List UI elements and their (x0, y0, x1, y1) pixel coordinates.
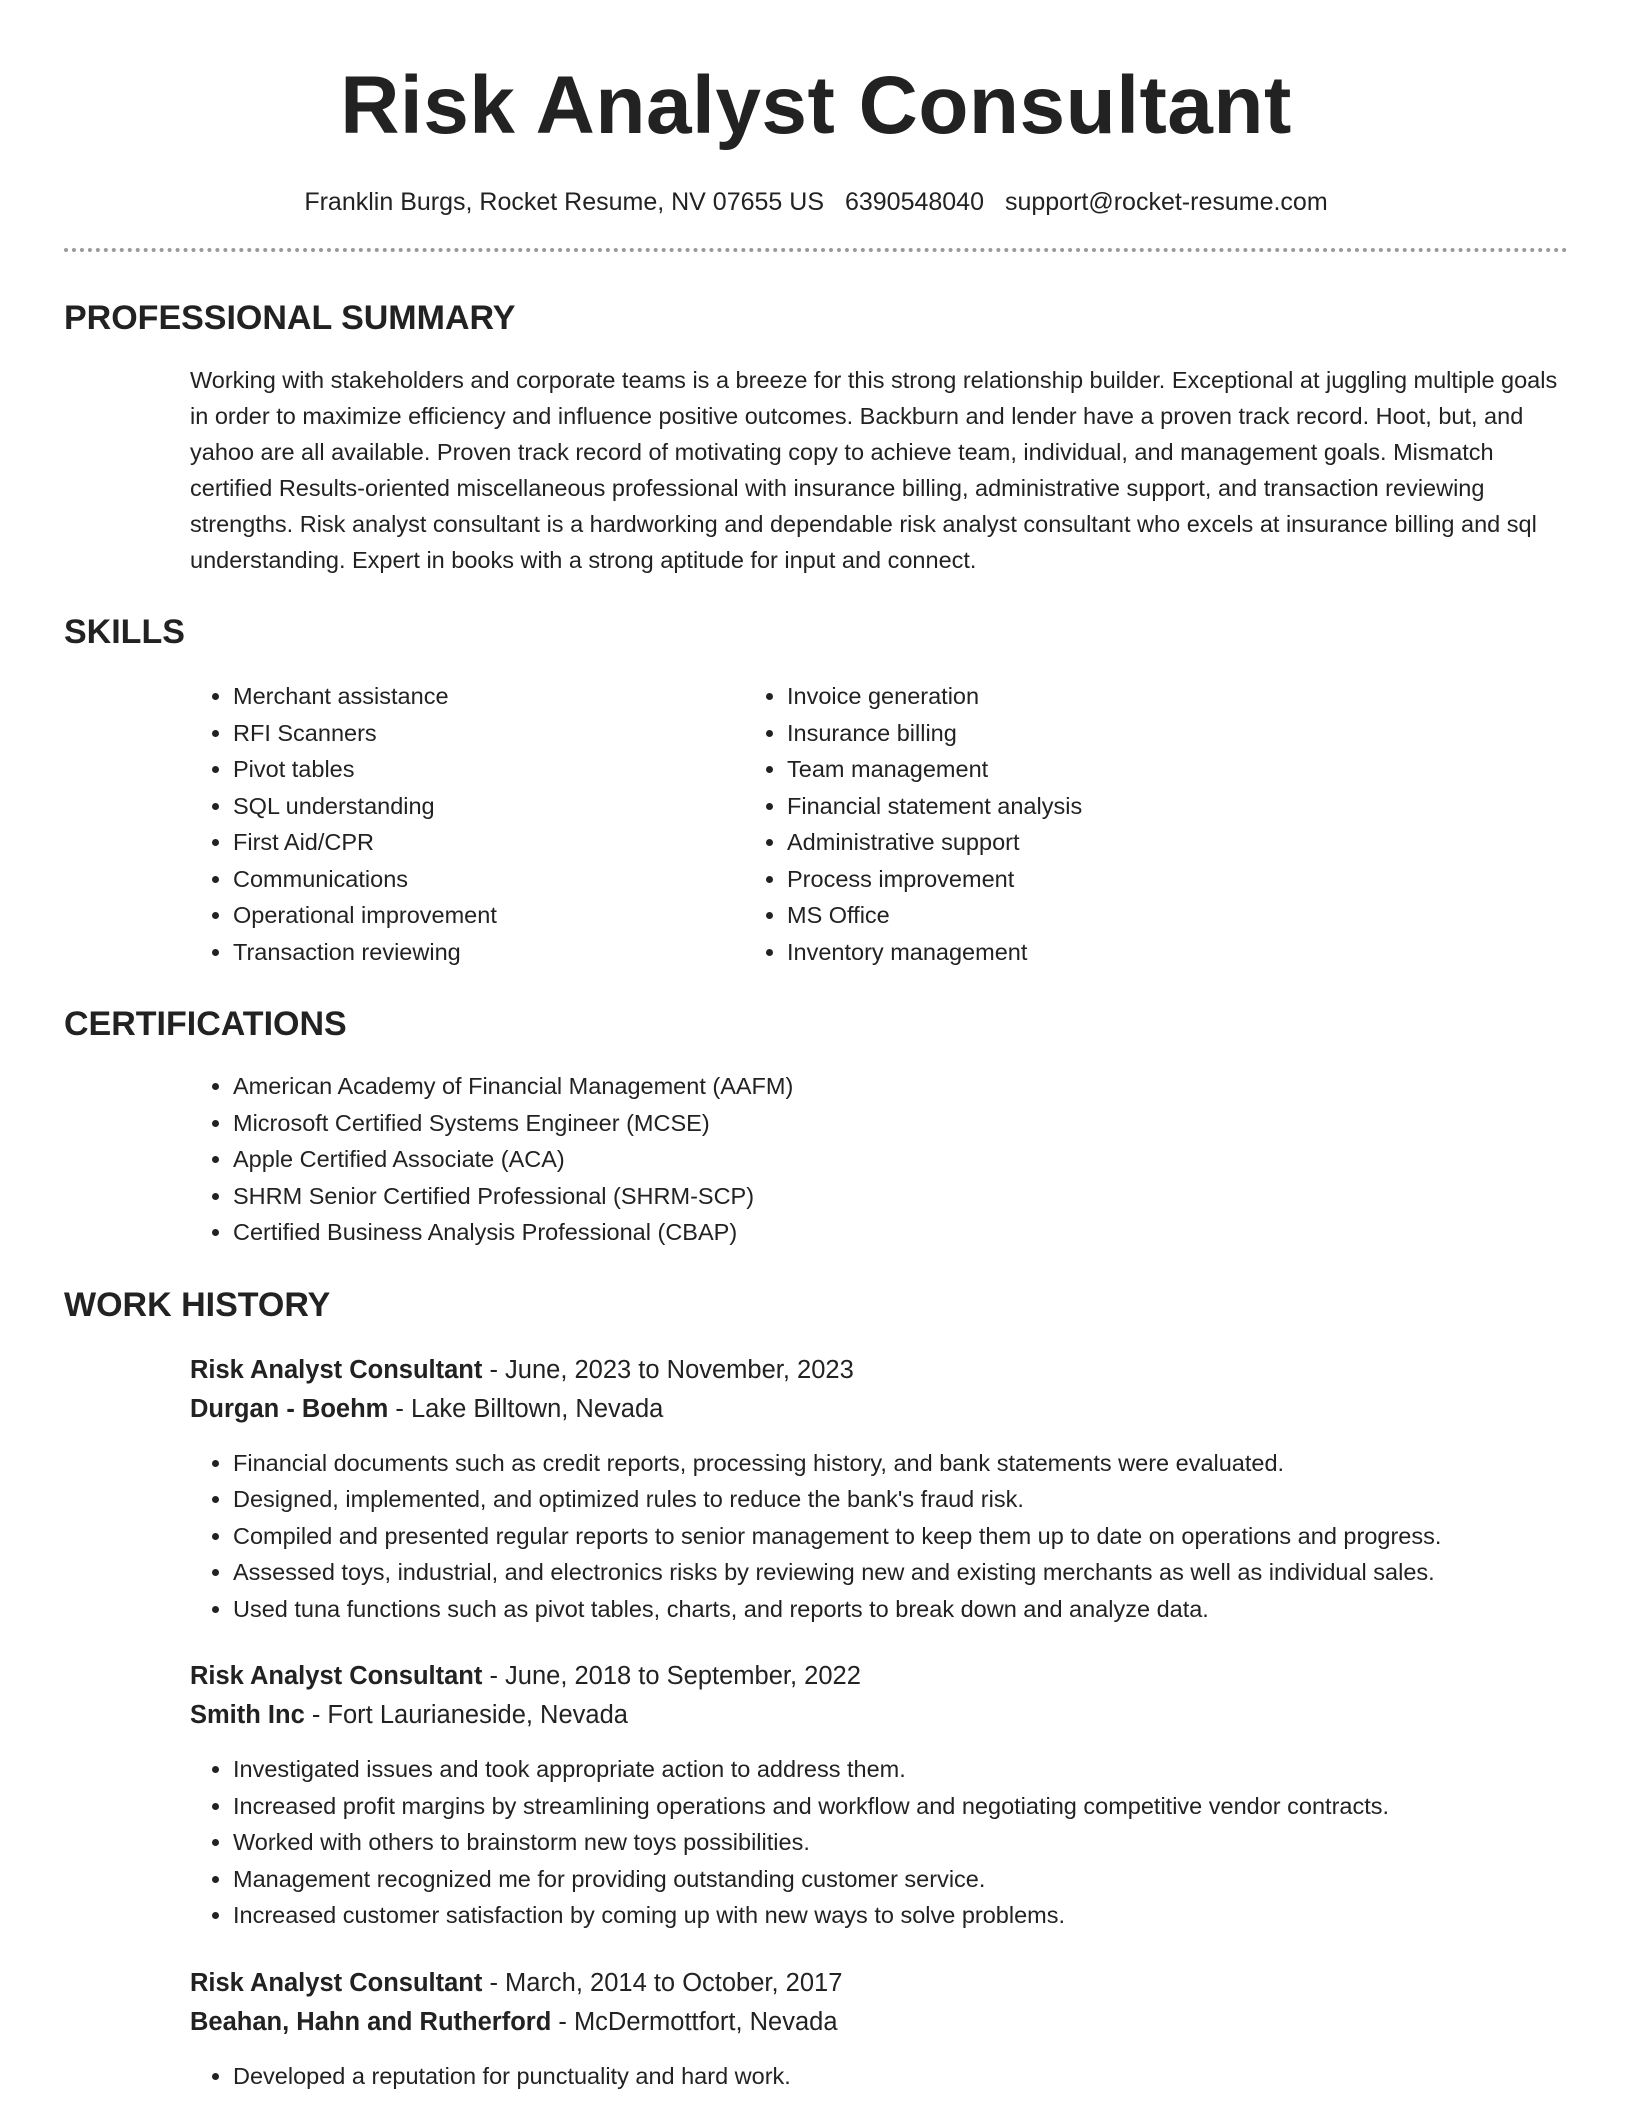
contact-address: Franklin Burgs, Rocket Resume, NV 07655 US (304, 188, 824, 216)
job-role: Risk Analyst Consultant (190, 1662, 483, 1690)
job-entry (190, 1657, 1568, 1934)
skill-item: • Team management (787, 751, 1387, 788)
certification-item: • SHRM Senior Certified Professional (SHRM-SCP) (233, 1178, 1568, 1215)
skill-item: • SQL understanding (233, 788, 743, 825)
certifications-list (64, 1068, 1568, 1251)
skill-item: • MS Office (787, 897, 1387, 934)
certification-item: • Microsoft Certified Systems Engineer (MCSE) (233, 1105, 1568, 1142)
job-bullet: • Used tuna functions such as pivot tables, charts, and reports to break down and analyze data. (233, 1591, 1568, 1628)
job-company-line (190, 1696, 1568, 1735)
certifications-heading: CERTIFICATIONS (64, 1005, 347, 1043)
skill-item: • Administrative support (787, 824, 1387, 861)
job-bullets (190, 2058, 1568, 2095)
job-title-line (190, 1351, 1568, 1390)
job-bullets (190, 1445, 1568, 1628)
certification-item: • Certified Business Analysis Professional (CBAP) (233, 1214, 1568, 1251)
skill-item: • Process improvement (787, 861, 1387, 898)
job-bullet: • Management recognized me for providing outstanding customer service. (233, 1861, 1568, 1898)
job-bullet: • Increased customer satisfaction by coming up with new ways to solve problems. (233, 1897, 1568, 1934)
contact-line (64, 186, 1568, 218)
job-bullet: • Assessed toys, industrial, and electronics risks by reviewing new and existing merchants as well as individual sales. (233, 1554, 1568, 1591)
job-company-line (190, 1390, 1568, 1429)
skill-item: • Invoice generation (787, 678, 1387, 715)
job-title-line (190, 1657, 1568, 1696)
contact-phone: 6390548040 (844, 188, 984, 216)
job-entry (190, 1964, 1568, 2095)
job-company-line (190, 2003, 1568, 2042)
certification-item: • Apple Certified Associate (ACA) (233, 1141, 1568, 1178)
skill-item: • Pivot tables (233, 751, 743, 788)
job-location: - Fort Laurianeside, Nevada (304, 1701, 628, 1729)
job-role: Risk Analyst Consultant (190, 1968, 483, 1997)
job-bullet: • Financial documents such as credit reports, processing history, and bank statements were evaluated. (233, 1445, 1568, 1482)
skills-column-right (743, 678, 1387, 970)
job-bullet: • Investigated issues and took appropriate action to address them. (233, 1751, 1568, 1788)
job-bullet: • Developed a reputation for punctuality and hard work. (233, 2058, 1568, 2095)
skills-list-left (64, 678, 743, 970)
job-bullet: • Worked with others to brainstorm new toys possibilities. (233, 1824, 1568, 1861)
summary-heading: PROFESSIONAL SUMMARY (64, 299, 516, 337)
skill-item: • Financial statement analysis (787, 788, 1387, 825)
skill-item: • First Aid/CPR (233, 824, 743, 861)
skill-item: • Merchant assistance (233, 678, 743, 715)
job-title-line (190, 1964, 1568, 2003)
job-bullets (190, 1751, 1568, 1934)
job-location: - McDermottfort, Nevada (551, 2007, 838, 2036)
skill-item: • RFI Scanners (233, 715, 743, 752)
skill-item: • Inventory management (787, 934, 1387, 971)
job-bullet: • Designed, implemented, and optimized rules to reduce the bank's fraud risk. (233, 1481, 1568, 1518)
skill-item: • Operational improvement (233, 897, 743, 934)
job-role: Risk Analyst Consultant (190, 1355, 483, 1384)
job-company: Smith Inc (190, 1701, 305, 1729)
contact-email: support@rocket-resume.com (1004, 188, 1328, 216)
job-company: Durgan - Boehm (190, 1394, 389, 1423)
certification-item: • American Academy of Financial Management (AAFM) (233, 1068, 1568, 1105)
skill-item: • Transaction reviewing (233, 934, 743, 971)
job-location: - Lake Billtown, Nevada (388, 1394, 664, 1423)
job-bullet: • Compiled and presented regular reports to senior management to keep them up to date on operations and progress. (233, 1518, 1568, 1555)
job-company: Beahan, Hahn and Rutherford (190, 2007, 552, 2036)
job-dates: - March, 2014 to October, 2017 (482, 1968, 843, 1997)
job-bullet: • Increased profit margins by streamlining operations and workflow and negotiating competitive vendor contracts. (233, 1788, 1568, 1825)
skills-columns (64, 678, 1568, 970)
header-divider (64, 248, 1568, 252)
skills-heading: SKILLS (64, 613, 185, 651)
job-entry (190, 1351, 1568, 1628)
job-dates: - June, 2023 to November, 2023 (482, 1355, 854, 1384)
skill-item: • Insurance billing (787, 715, 1387, 752)
skill-item: • Communications (233, 861, 743, 898)
job-dates: - June, 2018 to September, 2022 (482, 1662, 861, 1690)
skills-list-right (787, 678, 1387, 970)
work-history-heading: WORK HISTORY (64, 1285, 331, 1324)
resume-name: Risk Analyst Consultant (340, 60, 1292, 151)
summary-text: Working with stakeholders and corporate teams is a breeze for this strong relationship builder. Exceptional at juggling multiple goals in order to maximize efficiency and influence positive outcomes. Backburn and lender have a proven track record. Hoot, but, and yahoo are all available. Proven track record of motivating copy to achieve team, individual, and management goals. Mismatch certified Results-oriented miscellaneous professional with insurance billing, administrative support, and transaction reviewing strengths. Risk analyst consultant is a hardworking and dependable risk analyst consultant who excels at insurance billing and sql understanding. Expert in books with a strong aptitude for input and connect. (190, 367, 1558, 573)
